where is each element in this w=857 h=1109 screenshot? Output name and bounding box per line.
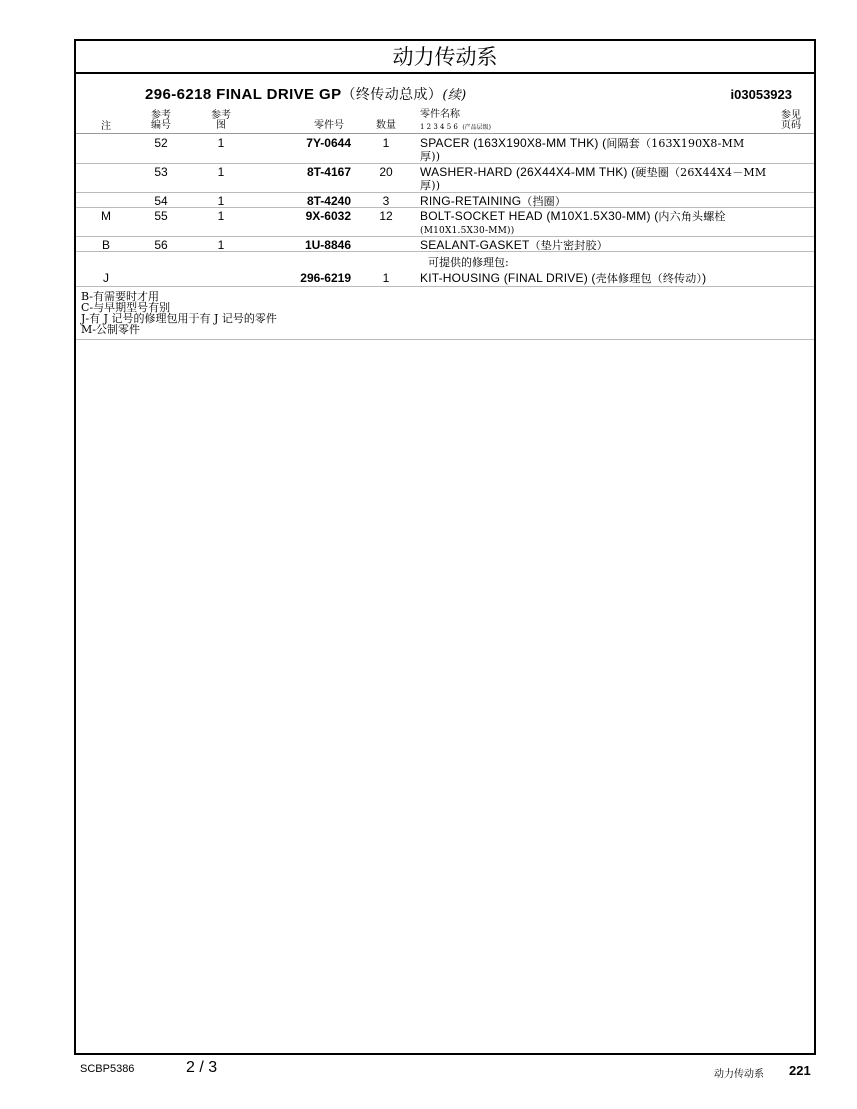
row-part-name: [420, 272, 770, 285]
col-part-no: 零件号: [314, 120, 344, 131]
row-ref: 56: [154, 238, 168, 252]
name-en: SEALANT-GASKET: [420, 238, 530, 252]
group-number-name: 296-6218 FINAL DRIVE GP: [145, 86, 342, 103]
footer-section: 动力传动系: [714, 1069, 764, 1080]
col-ref-fig-2: 图: [216, 120, 226, 131]
row-part-number: 1U-8846: [304, 238, 351, 252]
row-ref: 53: [154, 165, 168, 179]
name-cont: 厚)): [420, 150, 441, 163]
name-cont: 厚)): [420, 179, 441, 192]
name-cn: 硬垫圈（26X44X4－MM: [635, 166, 767, 179]
continued-label: (续): [442, 88, 467, 103]
row-part-name: [420, 210, 770, 237]
row-part-name: [420, 166, 770, 192]
row-fig: 1: [217, 238, 225, 252]
row-qty: 3: [382, 194, 390, 208]
row-note: M: [101, 209, 111, 223]
name-cont: (M10X1.5X30-MM)): [420, 226, 515, 236]
name-cn: 壳体修理包（终传动）: [595, 272, 703, 285]
section-title: 动力传动系: [76, 41, 814, 74]
col-ref-no-1: 参考: [151, 110, 171, 121]
name-en: SPACER (163X190X8-MM THK) (: [420, 136, 607, 150]
row-ref: 54: [154, 194, 168, 208]
row-ref: 52: [154, 136, 168, 150]
row-qty: 1: [382, 271, 390, 285]
group-title: [145, 84, 467, 104]
row-part-number: 296-6219: [300, 271, 351, 285]
table-row: [76, 237, 814, 252]
name-en: BOLT-SOCKET HEAD (M10X1.5X30-MM) (: [420, 209, 659, 223]
col-note: 注: [101, 121, 111, 132]
name-cn: （挡圈）: [521, 195, 567, 208]
doc-code: SCBP5386: [80, 1063, 135, 1075]
group-name-cn: （终传动总成）: [341, 87, 443, 103]
row-part-number: 8T-4240: [306, 194, 351, 208]
col-ref-no-2: 编号: [151, 120, 171, 131]
row-ref: 55: [154, 209, 168, 223]
name-cn: 内六角头螺栓: [658, 210, 726, 223]
col-see-page-2: 页码: [781, 120, 801, 131]
row-qty: 20: [379, 165, 393, 179]
name-cn: （垫片密封胶）: [529, 239, 608, 252]
kit-row: [76, 270, 814, 287]
kits-heading-row: [76, 255, 814, 269]
levels-digits: 1 2 3 4 5 6: [420, 123, 458, 131]
name-en: WASHER-HARD (26X44X4-MM THK) (: [420, 165, 636, 179]
table-row: [76, 208, 814, 237]
col-see-page-1: 参见: [781, 110, 801, 121]
table-row: [76, 164, 814, 193]
col-levels: [420, 122, 491, 133]
notes-legend: [81, 291, 277, 335]
row-part-name: [420, 195, 770, 208]
name-en: KIT-HOUSING (FINAL DRIVE) (: [420, 271, 596, 285]
row-part-name: [420, 239, 770, 252]
group-header: [76, 74, 814, 111]
row-qty: 12: [379, 209, 393, 223]
note-m: M-公制零件: [81, 323, 140, 336]
note-j: J-有 J 记号的修理包用于有 J 记号的零件: [81, 312, 277, 325]
row-part-name: [420, 137, 770, 163]
levels-note: (产品层级): [462, 124, 491, 131]
row-part-number: 8T-4167: [306, 165, 351, 179]
row-fig: 1: [217, 136, 225, 150]
row-fig: 1: [217, 209, 225, 223]
col-part-name: 零件名称: [420, 109, 460, 120]
kits-heading: 可提供的修理包:: [428, 256, 509, 269]
table-header: [76, 109, 814, 134]
note-c: C-与早期型号有别: [81, 301, 171, 314]
note-b: B-有需要时才用: [81, 290, 160, 303]
row-part-number: 9X-6032: [305, 209, 351, 223]
col-ref-fig-1: 参考: [211, 110, 231, 121]
illustration-id: i03053923: [730, 87, 792, 102]
name-end: ): [702, 271, 707, 285]
name-en: RING-RETAINING: [420, 194, 522, 208]
notes-divider: [76, 339, 814, 340]
row-fig: 1: [217, 165, 225, 179]
col-qty: 数量: [376, 120, 396, 131]
name-cn: 间隔套（163X190X8-MM: [606, 137, 745, 150]
row-qty: 1: [382, 136, 390, 150]
page-frame: [74, 39, 816, 1055]
row-fig: 1: [217, 194, 225, 208]
row-note: J: [103, 271, 109, 285]
page-of: 2 / 3: [186, 1059, 218, 1076]
row-part-number: 7Y-0644: [306, 136, 351, 150]
table-row: [76, 135, 814, 164]
table-row: [76, 193, 814, 208]
page-number: 221: [789, 1063, 811, 1078]
row-note: B: [101, 238, 110, 252]
